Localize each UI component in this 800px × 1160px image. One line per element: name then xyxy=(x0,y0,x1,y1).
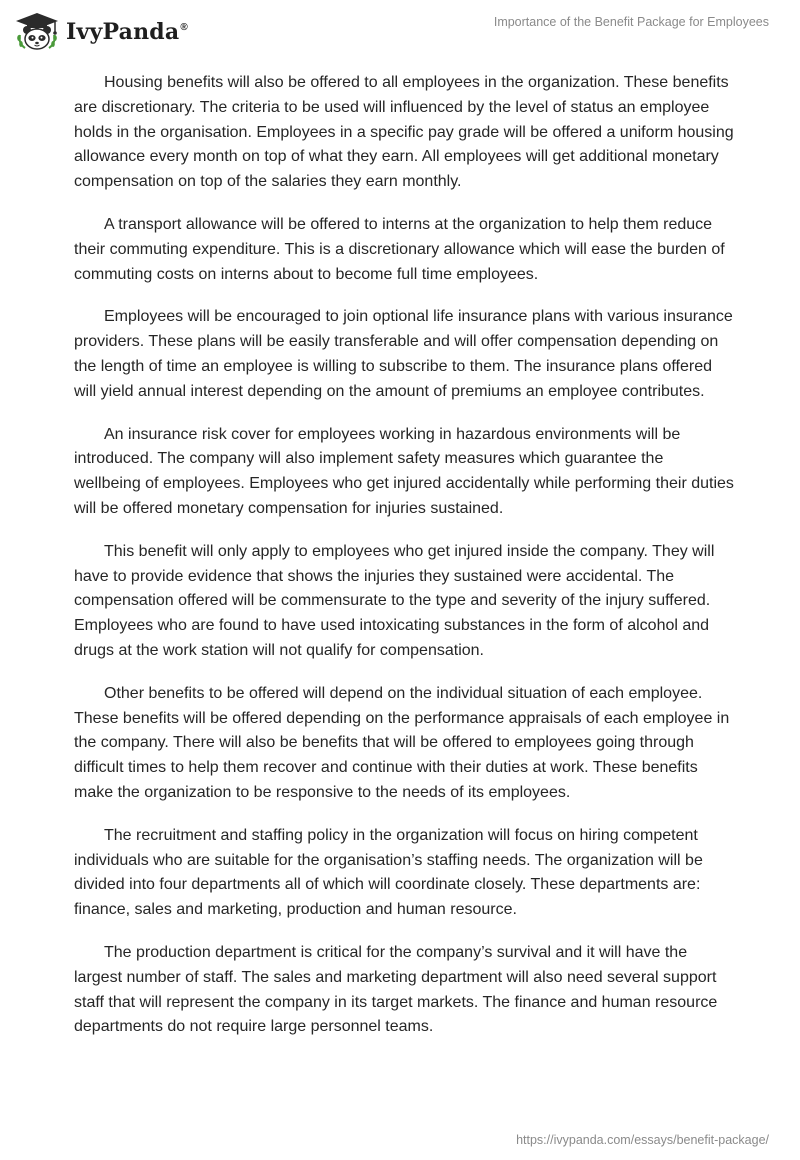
paragraph: Other benefits to be offered will depend on the individual situation of each employee. These benefits will be offered depending on the performance appraisals of each employee in the company. There will also be benefits that will be offered to employees going through difficult times to help them recover and continue with their duties at work. These benefits make the organization to be responsive to the needs of its employees. xyxy=(74,684,730,801)
ivypanda-logo[interactable] xyxy=(14,9,188,53)
panda-graduate-icon xyxy=(14,11,60,51)
paragraph: Employees will be encouraged to join optional life insurance plans with various insurance providers. These plans will be easily transferable and will offer compensation depending on the length of time an employee is willing to subscribe to them. The insurance plans offered will yield annual interest depending on the amount of premiums an employee contributes. xyxy=(74,308,733,400)
registered-mark: ® xyxy=(180,22,188,33)
source-url[interactable]: https://ivypanda.com/essays/benefit-package/ xyxy=(516,1133,769,1147)
logo-wordmark: IvyPanda® xyxy=(66,19,188,45)
paragraph: This benefit will only apply to employees who get injured inside the company. They will have to provide evidence that shows the injuries they sustained were accidental. The compensation offered will be commensurate to the type and severity of the injury suffered. Employees who are found to have used intoxicating substances in the form of alcohol and drugs at the work station will not qualify for compensation. xyxy=(74,542,715,659)
essay-body xyxy=(74,71,734,1058)
paragraph: The production department is critical for the company’s survival and it will have the largest number of staff. The sales and marketing department will also need several support staff that will represent the company in its target markets. The finance and human resource departments do not require large personnel teams. xyxy=(74,943,718,1036)
document-title: Importance of the Benefit Package for Employees xyxy=(493,15,769,29)
paragraph: A transport allowance will be offered to interns at the organization to help them reduce their commuting expenditure. This is a discretionary allowance which will ease the burden of commuting costs on interns about to become full time employees. xyxy=(74,215,725,283)
paragraph: An insurance risk cover for employees working in hazardous environments will be introduced. The company will also implement safety measures which guarantee the wellbeing of employees. Employees who get injured accidentally while performing their duties will be offered monetary compensation for injuries sustained. xyxy=(74,425,734,517)
page-header xyxy=(0,0,800,60)
paragraph: Housing benefits will also be offered to all employees in the organization. These benefits are discretionary. The criteria to be used will influenced by the level of status an employee holds in the organisation. Employees in a specific pay grade will be offered a uniform housing allowance every month on top of what they earn. All employees will get additional monetary compensation on top of the salaries they earn monthly. xyxy=(74,74,734,191)
paragraph: The recruitment and staffing policy in the organization will focus on hiring competent individuals who are suitable for the organisation’s staffing needs. The organization will be divided into four departments all of which will coordinate closely. These departments are: finance, sales and marketing, production and human resource. xyxy=(74,826,703,919)
